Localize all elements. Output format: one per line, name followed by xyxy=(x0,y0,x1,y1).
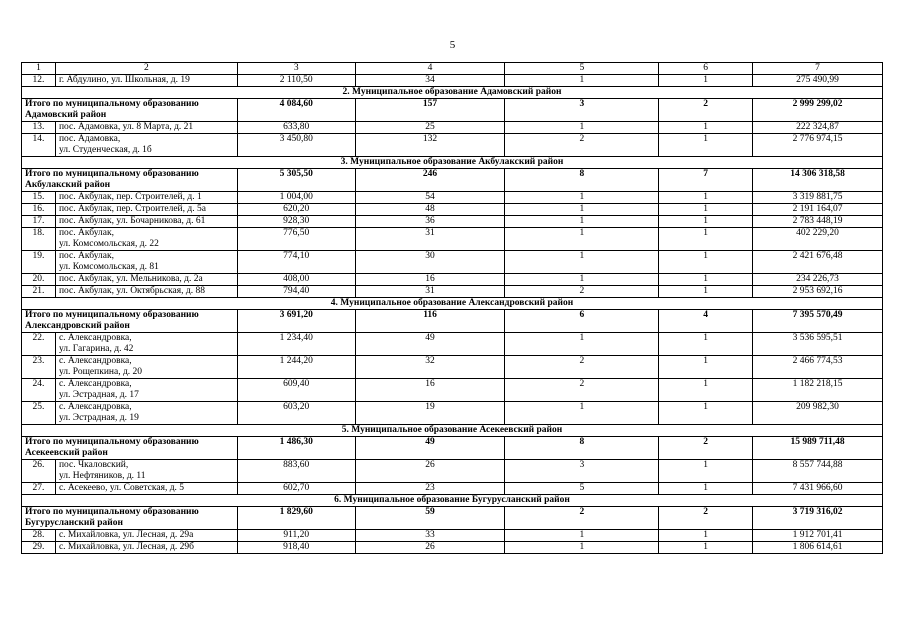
row-cost: 1 912 701,41 xyxy=(753,530,883,542)
table-row xyxy=(22,274,883,286)
row-col5: 2 xyxy=(505,134,659,157)
table-row xyxy=(22,204,883,216)
total-col5: 8 xyxy=(505,437,659,460)
row-col5: 2 xyxy=(505,379,659,402)
row-number: 23. xyxy=(22,356,56,379)
row-area: 620,20 xyxy=(237,204,355,216)
total-cost: 7 395 570,49 xyxy=(753,310,883,333)
row-number: 12. xyxy=(22,75,56,87)
register-table xyxy=(21,62,883,554)
row-col6: 1 xyxy=(659,134,753,157)
row-col5: 5 xyxy=(505,483,659,495)
row-address: пос. Адамовка, ул. Студенческая, д. 1б xyxy=(55,134,237,157)
row-area: 911,20 xyxy=(237,530,355,542)
section-total-row xyxy=(22,507,883,530)
row-col6: 1 xyxy=(659,460,753,483)
row-cost: 3 319 881,75 xyxy=(753,192,883,204)
table-row xyxy=(22,228,883,251)
row-area: 883,60 xyxy=(237,460,355,483)
total-col6: 2 xyxy=(659,507,753,530)
section-total-row xyxy=(22,437,883,460)
table-row xyxy=(22,530,883,542)
row-col4: 26 xyxy=(355,460,505,483)
total-col6: 2 xyxy=(659,437,753,460)
total-label: Итого по муниципальному образованию Акбулакский район xyxy=(22,169,238,192)
total-area: 1 829,60 xyxy=(237,507,355,530)
row-col6: 1 xyxy=(659,530,753,542)
row-cost: 2 466 774,53 xyxy=(753,356,883,379)
row-col4: 19 xyxy=(355,402,505,425)
row-col5: 2 xyxy=(505,356,659,379)
section-title: 5. Муниципальное образование Асекеевский район xyxy=(22,425,883,437)
row-area: 408,00 xyxy=(237,274,355,286)
row-address: пос. Акбулак, пер. Строителей, д. 5а xyxy=(55,204,237,216)
row-col4: 54 xyxy=(355,192,505,204)
section-total-row xyxy=(22,310,883,333)
row-number: 18. xyxy=(22,228,56,251)
row-address: с. Михайловка, ул. Лесная, д. 29а xyxy=(55,530,237,542)
row-col4: 26 xyxy=(355,542,505,554)
total-col4: 157 xyxy=(355,99,505,122)
row-number: 26. xyxy=(22,460,56,483)
total-col4: 59 xyxy=(355,507,505,530)
section-header-row xyxy=(22,157,883,169)
row-number: 20. xyxy=(22,274,56,286)
row-address: г. Абдулино, ул. Школьная, д. 19 xyxy=(55,75,237,87)
column-number-1: 1 xyxy=(22,63,56,75)
row-col5: 1 xyxy=(505,402,659,425)
total-label: Итого по муниципальному образованию Александровский район xyxy=(22,310,238,333)
row-col4: 16 xyxy=(355,274,505,286)
row-cost: 3 536 595,51 xyxy=(753,333,883,356)
total-col5: 6 xyxy=(505,310,659,333)
row-number: 19. xyxy=(22,251,56,274)
row-address: пос. Акбулак, ул. Октябрьская, д. 88 xyxy=(55,286,237,298)
total-cost: 2 999 299,02 xyxy=(753,99,883,122)
row-col6: 1 xyxy=(659,333,753,356)
table-row xyxy=(22,216,883,228)
row-cost: 2 776 974,15 xyxy=(753,134,883,157)
row-number: 14. xyxy=(22,134,56,157)
row-col5: 1 xyxy=(505,204,659,216)
row-number: 27. xyxy=(22,483,56,495)
total-col6: 4 xyxy=(659,310,753,333)
row-cost: 2 191 164,07 xyxy=(753,204,883,216)
row-col6: 1 xyxy=(659,216,753,228)
row-area: 794,40 xyxy=(237,286,355,298)
row-address: пос. Акбулак, ул. Мельникова, д. 2а xyxy=(55,274,237,286)
total-cost: 15 989 711,48 xyxy=(753,437,883,460)
row-col4: 132 xyxy=(355,134,505,157)
row-cost: 1 182 218,15 xyxy=(753,379,883,402)
section-header-row xyxy=(22,298,883,310)
column-number-row xyxy=(22,63,883,75)
section-header-row xyxy=(22,425,883,437)
row-area: 602,70 xyxy=(237,483,355,495)
row-area: 603,20 xyxy=(237,402,355,425)
total-col4: 116 xyxy=(355,310,505,333)
row-cost: 2 421 676,48 xyxy=(753,251,883,274)
row-number: 28. xyxy=(22,530,56,542)
row-col5: 1 xyxy=(505,75,659,87)
row-col5: 1 xyxy=(505,122,659,134)
total-col5: 8 xyxy=(505,169,659,192)
column-number-3: 3 xyxy=(237,63,355,75)
row-col5: 2 xyxy=(505,286,659,298)
row-address: пос. Акбулак, ул. Комсомольская, д. 22 xyxy=(55,228,237,251)
total-area: 5 305,50 xyxy=(237,169,355,192)
table-row xyxy=(22,379,883,402)
total-col6: 7 xyxy=(659,169,753,192)
row-address: пос. Акбулак, ул. Комсомольская, д. 81 xyxy=(55,251,237,274)
section-total-row xyxy=(22,99,883,122)
row-col6: 1 xyxy=(659,356,753,379)
row-area: 1 004,00 xyxy=(237,192,355,204)
row-address: пос. Чкаловский, ул. Нефтяников, д. 11 xyxy=(55,460,237,483)
total-cost: 14 306 318,58 xyxy=(753,169,883,192)
table-row xyxy=(22,402,883,425)
row-address: с. Асекеево, ул. Советская, д. 5 xyxy=(55,483,237,495)
row-number: 29. xyxy=(22,542,56,554)
row-cost: 402 229,20 xyxy=(753,228,883,251)
row-col6: 1 xyxy=(659,122,753,134)
row-address: с. Александровка, ул. Гагарина, д. 42 xyxy=(55,333,237,356)
section-title: 3. Муниципальное образование Акбулакский район xyxy=(22,157,883,169)
row-cost: 8 557 744,88 xyxy=(753,460,883,483)
total-label: Итого по муниципальному образованию Асекеевский район xyxy=(22,437,238,460)
table-row xyxy=(22,460,883,483)
row-col5: 3 xyxy=(505,460,659,483)
row-number: 22. xyxy=(22,333,56,356)
row-number: 21. xyxy=(22,286,56,298)
row-number: 16. xyxy=(22,204,56,216)
section-header-row xyxy=(22,495,883,507)
row-col5: 1 xyxy=(505,216,659,228)
row-col4: 32 xyxy=(355,356,505,379)
row-col5: 1 xyxy=(505,530,659,542)
total-col5: 2 xyxy=(505,507,659,530)
table-row xyxy=(22,286,883,298)
table-row xyxy=(22,542,883,554)
row-col5: 1 xyxy=(505,542,659,554)
row-area: 774,10 xyxy=(237,251,355,274)
row-cost: 2 953 692,16 xyxy=(753,286,883,298)
total-label: Итого по муниципальному образованию Бугурусланский район xyxy=(22,507,238,530)
row-col4: 16 xyxy=(355,379,505,402)
row-col6: 1 xyxy=(659,204,753,216)
row-cost: 234 226,73 xyxy=(753,274,883,286)
row-col4: 34 xyxy=(355,75,505,87)
row-address: пос. Акбулак, пер. Строителей, д. 1 xyxy=(55,192,237,204)
row-cost: 222 324,87 xyxy=(753,122,883,134)
row-col5: 1 xyxy=(505,251,659,274)
total-col5: 3 xyxy=(505,99,659,122)
row-col6: 1 xyxy=(659,286,753,298)
row-address: пос. Адамовка, ул. 8 Марта, д. 21 xyxy=(55,122,237,134)
column-number-2: 2 xyxy=(55,63,237,75)
row-cost: 209 982,30 xyxy=(753,402,883,425)
row-number: 25. xyxy=(22,402,56,425)
row-number: 24. xyxy=(22,379,56,402)
row-col4: 36 xyxy=(355,216,505,228)
table-row xyxy=(22,483,883,495)
row-cost: 7 431 966,60 xyxy=(753,483,883,495)
row-cost: 275 490,99 xyxy=(753,75,883,87)
row-col4: 49 xyxy=(355,333,505,356)
row-col4: 33 xyxy=(355,530,505,542)
row-col4: 25 xyxy=(355,122,505,134)
row-col5: 1 xyxy=(505,274,659,286)
row-area: 1 234,40 xyxy=(237,333,355,356)
page-number: 5 xyxy=(449,39,456,51)
total-label: Итого по муниципальному образованию Адамовский район xyxy=(22,99,238,122)
column-number-6: 6 xyxy=(659,63,753,75)
row-area: 3 450,80 xyxy=(237,134,355,157)
row-col6: 1 xyxy=(659,251,753,274)
column-number-4: 4 xyxy=(355,63,505,75)
table-row xyxy=(22,192,883,204)
table-row xyxy=(22,122,883,134)
row-address: с. Александровка, ул. Эстрадная, д. 17 xyxy=(55,379,237,402)
row-col6: 1 xyxy=(659,379,753,402)
row-area: 609,40 xyxy=(237,379,355,402)
section-title: 2. Муниципальное образование Адамовский район xyxy=(22,87,883,99)
row-col4: 48 xyxy=(355,204,505,216)
row-area: 918,40 xyxy=(237,542,355,554)
total-area: 1 486,30 xyxy=(237,437,355,460)
total-col6: 2 xyxy=(659,99,753,122)
total-col4: 246 xyxy=(355,169,505,192)
column-number-7: 7 xyxy=(753,63,883,75)
row-col4: 30 xyxy=(355,251,505,274)
column-number-5: 5 xyxy=(505,63,659,75)
row-area: 928,30 xyxy=(237,216,355,228)
total-col4: 49 xyxy=(355,437,505,460)
total-area: 3 691,20 xyxy=(237,310,355,333)
row-area: 633,80 xyxy=(237,122,355,134)
row-address: с. Александровка, ул. Эстрадная, д. 19 xyxy=(55,402,237,425)
table-row xyxy=(22,251,883,274)
row-number: 13. xyxy=(22,122,56,134)
row-number: 15. xyxy=(22,192,56,204)
row-col6: 1 xyxy=(659,192,753,204)
table-row xyxy=(22,356,883,379)
row-col6: 1 xyxy=(659,274,753,286)
table-row xyxy=(22,75,883,87)
row-address: с. Михайловка, ул. Лесная, д. 29б xyxy=(55,542,237,554)
table-row xyxy=(22,134,883,157)
row-area: 2 110,50 xyxy=(237,75,355,87)
section-title: 4. Муниципальное образование Александровский район xyxy=(22,298,883,310)
row-area: 1 244,20 xyxy=(237,356,355,379)
row-address: с. Александровка, ул. Рощепкина, д. 20 xyxy=(55,356,237,379)
row-number: 17. xyxy=(22,216,56,228)
section-title: 6. Муниципальное образование Бугурусланский район xyxy=(22,495,883,507)
row-col6: 1 xyxy=(659,483,753,495)
total-cost: 3 719 316,02 xyxy=(753,507,883,530)
row-col4: 31 xyxy=(355,228,505,251)
row-area: 776,50 xyxy=(237,228,355,251)
row-col5: 1 xyxy=(505,333,659,356)
row-col6: 1 xyxy=(659,402,753,425)
section-header-row xyxy=(22,87,883,99)
row-cost: 1 806 614,61 xyxy=(753,542,883,554)
section-total-row xyxy=(22,169,883,192)
row-col6: 1 xyxy=(659,542,753,554)
row-col5: 1 xyxy=(505,192,659,204)
table-row xyxy=(22,333,883,356)
total-area: 4 084,60 xyxy=(237,99,355,122)
row-col6: 1 xyxy=(659,75,753,87)
row-col4: 23 xyxy=(355,483,505,495)
row-col6: 1 xyxy=(659,228,753,251)
row-address: пос. Акбулак, ул. Бочарникова, д. 61 xyxy=(55,216,237,228)
row-col4: 31 xyxy=(355,286,505,298)
row-cost: 2 783 448,19 xyxy=(753,216,883,228)
row-col5: 1 xyxy=(505,228,659,251)
